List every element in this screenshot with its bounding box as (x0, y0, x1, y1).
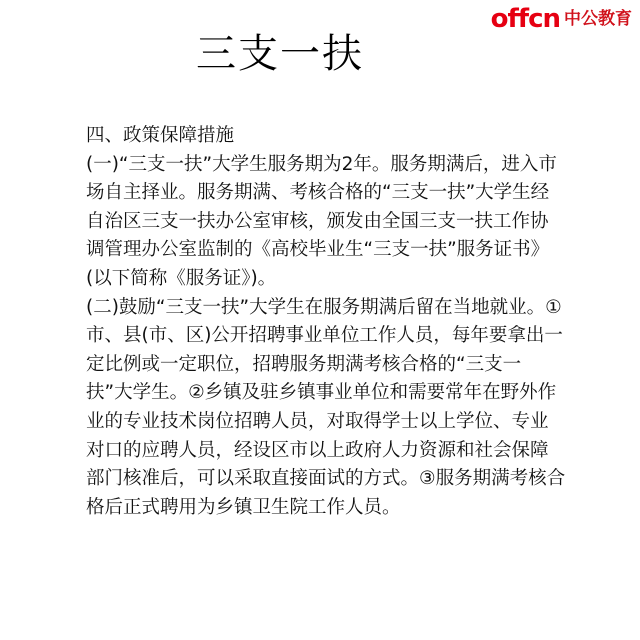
offcn-logo-mark: offcn (490, 4, 560, 34)
paragraph-2: (二)鼓励“三支一扶”大学生在服务期满后留在当地就业。①市、县(市、区)公开招聘事业单位工作人员，每年要拿出一定比例或一定职位，招聘服务期满考核合格的“三支一扶”大学生。②乡镇及驻乡镇事业单位和需要常年在野外作业的专业技术岗位招聘人员，对取得学士以上学位、专业对口的应聘人员，经设区市以上政府人力资源和社会保障部门核准后，可以采取直接面试的方式。③服务期满考核合格后正式聘用为乡镇卫生院工作人员。 (86, 296, 566, 518)
section-heading: 四、政策保障措施 (86, 125, 235, 146)
document-body (86, 122, 566, 522)
paragraph-1: (一)“三支一扶”大学生服务期为2年。服务期满后，进入市场自主择业。服务期满、考核合格的“三支一扶”大学生经自治区三支一扶办公室审核，颁发由全国三支一扶工作协调管理办公室监制的《高校毕业生“三支一扶”服务证书》(以下简称《服务证》)。 (86, 153, 557, 289)
page-title: 三支一扶 (196, 31, 364, 77)
brand-name: 中公教育 (564, 8, 632, 29)
